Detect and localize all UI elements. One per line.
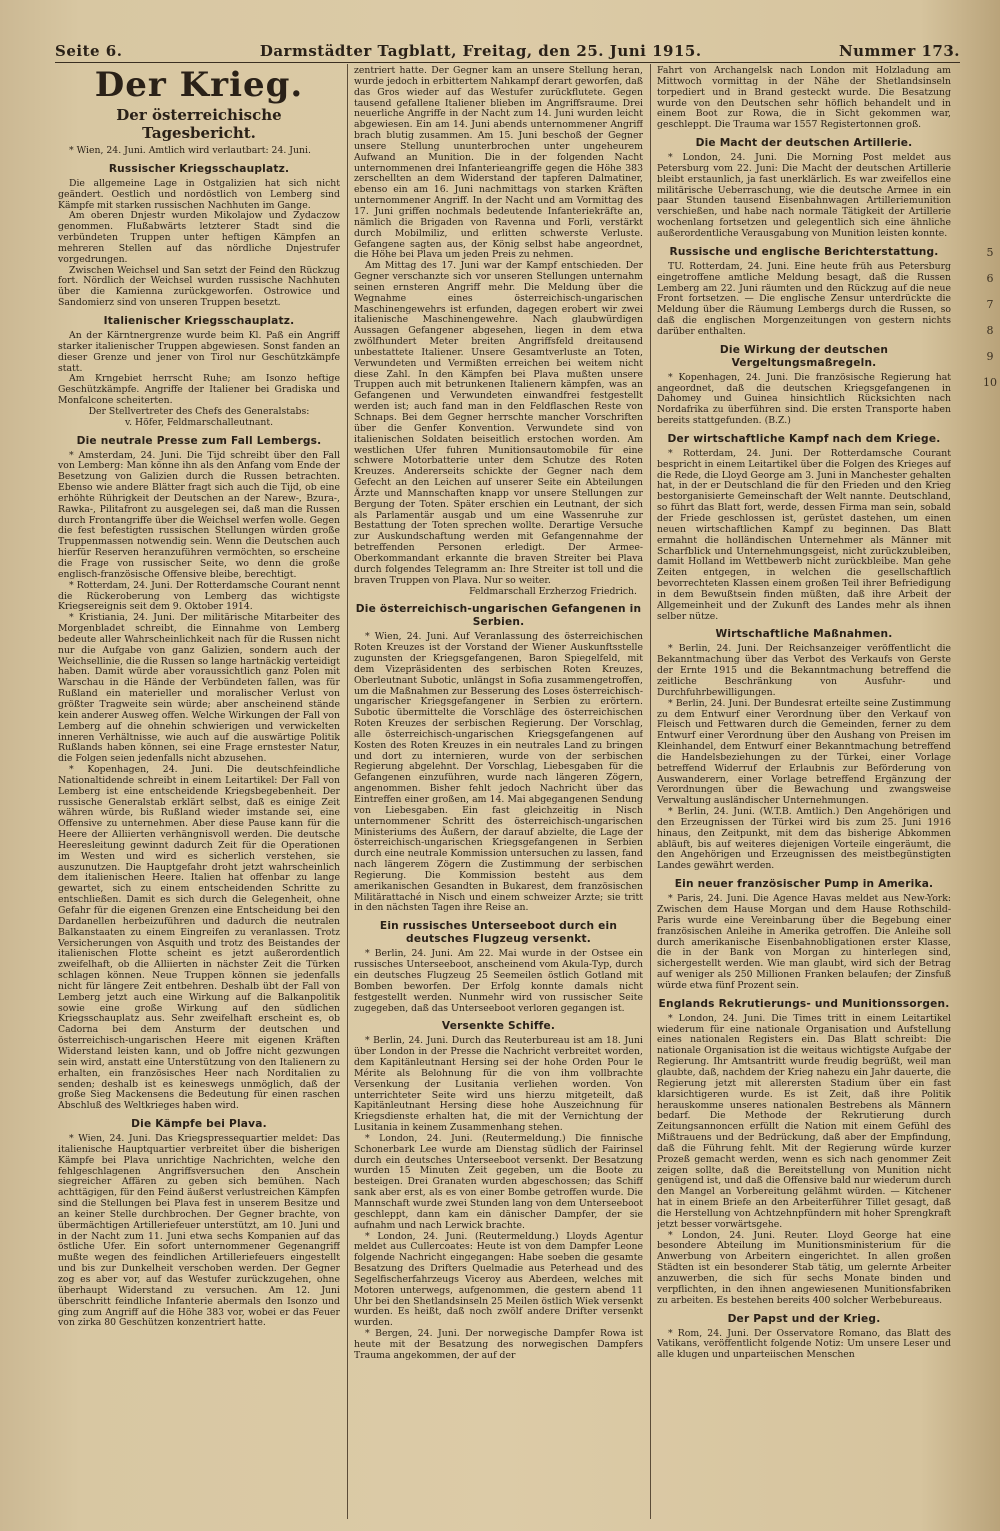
article-paragraph: * Wien, 24. Juni. Auf Veranlassung des österreichischen Roten Kreuzes ist der Vorstand der Wiener Auskunftsstelle zugunsten der Kriegsgefangenen, Baron Spiegelfeld, mit dem Vizepräsidenten des serbischen Roten Kreuzes, Oberleutnant Subotic, unlängst in Sofia zusammengetroffen, um die Maßnahmen zur Besserung des Loses österreichisch-ungarischer Kriegsgefangener in Serbien zu erörtern. Subotic übermittelte die Vorschläge des österreichischen Roten Kreuzes der serbischen Regierung. Der Vorschlag, alle österreichisch-ungarischen Kriegsgefangenen auf Kosten des Roten Kreuzes in ein neutrales Land zu bringen und dort zu internieren, wurde von der serbischen Regierung abgelehnt. Der Vorschlag, Liebesgaben für die Gefangenen einzuführen, wurde nach längeren Zögern, angenommen. Bisher fehlt jedoch Nachricht über das Eintreffen einer großen, am 14. Mai abgegangenen Sendung von Liebesgaben. Ein fast gleichzeitig in Nisch unternommener Schritt des österreichisch-ungarischen Ministeriums des Äußern, der darauf abzielte, die Lage der österreichisch-ungarischen Kriegsgefangenen in Serbien durch eine neutrale Kommission untersuchen zu lassen, fand nach längerem Zögern die Zustimmung der serbischen Regierung. Die Kommission besteht aus dem amerikanischen Gesandten in Bukarest, dem französischen Militärattaché in Nisch und einem schweizer Arzte; sie tritt in den nächsten Tagen ihre Reise an. <box>354 631 643 914</box>
article-headline: Die Wirkung der deutschen Vergeltungsmaßregeln. <box>719 343 889 369</box>
article-paragraph: * Berlin, 24. Juni. (W.T.B. Amtlich.) Den Angehörigen und den Erzeugnissen der Türkei wird bis zum 25. Juni 1916 hinaus, den Zeitpunkt, mit dem das bisherige Abkommen abläuft, bis auf weiteres diejenigen Vorteile eingeräumt, die den Angehörigen und Erzeugnissen des meistbegünstigten Landes gewährt werden. <box>657 806 951 872</box>
edge-number: 9 <box>986 350 994 363</box>
article-headline: Ein neuer französischer Pump in Amerika. <box>674 878 934 891</box>
article-paragraph: Am oberen Dnjestr wurden Mikolajow und Zydaczow genommen. Flußabwärts letzterer Stadt sind die verbündeten Truppen unter heftigen Kämpfen an mehreren Stellen auf das nördliche Dnjestrufer vorgedrungen. <box>58 210 340 265</box>
article-paragraph: * Berlin, 24. Juni. Der Reichsanzeiger veröffentlicht die Bekanntmachung über das Verbot des Verkaufs von Gerste der Ernte 1915 und die Bekanntmachung betreffend die zeitliche Beschränkung von Ausfuhr- und Durchfuhrbewilligungen. <box>657 643 951 698</box>
newspaper-dateline: Darmstädter Tagblatt, Freitag, den 25. Juni 1915. <box>259 42 702 60</box>
page-number: Seite 6. <box>55 42 123 60</box>
article-paragraph: * Wien, 24. Juni. Amtlich wird verlautbart: 24. Juni. <box>69 145 311 156</box>
article-paragraph: * London, 24. Juni. Die Times tritt in einem Leitartikel wiederum für eine nationale Organisation und Aufstellung eines nationalen Registers ein. Das Blatt schreibt: Die nationale Organisation ist die weitaus wichtigste Aufgabe der Regierung. Ihr Amtsantritt wurde freudig begrüßt, weil man glaubte, daß, nachdem der Krieg nahezu ein Jahr dauerte, die Regierung jetzt mit allerersten Stadium über ein fast klarsichtigeren wurde. Es ist Zeit, daß ihre Politik herauskomme unseres nationalen Bestrebens als Männern bedarf. Die Methode der Rekrutierung durch Zeitungsannoncen erfüllt die Nation mit einem Gefühl des Mißtrauens und der Bedrückung, daß aber der Empfindung, daß die Führung fehlt. Mit der Regierung würde kurzer Prozeß gemacht werden, wenn es sich nach genommer Zeit zeigen sollte, daß die Bereitstellung von Munition nicht genügend ist, und daß die Offensive bald nur wiederum durch den Mangel an Vorbereitung gelähmt würden. — Kitchener hat in einem Briefe an den Arbeiterführer Tillet gesagt, daß die Herstellung von Achtzehnpfündern mit hoher Sprengkraft jetzt besser vorwärtsgehe. <box>657 1012 951 1230</box>
article-paragraph: * Rotterdam, 24. Juni. Der Rotterdamsche Courant nennt die Rückeroberung von Lemberg das wichtigste Kriegsereignis seit dem 9. Oktober 1914. <box>58 579 340 613</box>
article-subheading: Italienischer Kriegsschauplatz. <box>103 314 295 327</box>
article-paragraph: * Paris, 24. Juni. Die Agence Havas meldet aus New-York: Zwischen dem Hause Morgan und dem Hause Rothschild-Paris wurde eine Vereinbarung über die Begebung einer französischen Anleihe in Amerika getroffen. Die Anleihe soll durch amerikanische Eisenbahnobligationen erster Klasse, die in der Bank von Morgan zu hinterlegen sind, sichergestellt werden. Wie man glaubt, wird sich der Betrag auf weniger als 250 Millionen Franken belaufen; der Zinsfuß würde etwa fünf Prozent sein. <box>657 893 951 991</box>
masthead-rule <box>55 62 960 63</box>
article-headline: Die Macht der deutschen Artillerie. <box>695 137 913 150</box>
edge-number: 6 <box>986 272 994 285</box>
column-3 <box>657 66 951 1521</box>
article-paragraph: Die allgemeine Lage in Ostgalizien hat sich nicht geändert. Oestlich und nordöstlich von Lemberg sind Kämpfe mit starken russischen Nachhuten im Gange. <box>58 177 340 211</box>
edge-number: 7 <box>986 298 994 311</box>
article-paragraph: Der Stellvertreter des Chefs des Generalstabs: <box>88 405 310 417</box>
signature: v. Höfer, Feldmarschalleutnant. <box>124 416 274 428</box>
article-headline: Der wirtschaftliche Kampf nach dem Kriege. <box>667 432 941 445</box>
article-paragraph: * Amsterdam, 24. Juni. Die Tijd schreibt über den Fall von Lemberg: Man könne ihn als den Anfang vom Ende der Besetzung von Galizien durch die Russen betrachten. Ebenso wie andere Blätter fragt sich auch die Tijd, ob eine erhöhte Rührigkeit der Deutschen an der Narew-, Bzura-, Rawka-, Pilitafront zu ausgelegen sei, daß man die Russen durch Frontangriffe über die Weichsel werfen wolle. Gegen die fest befestigten russischen Stellungen würden große Truppenmassen notwendig sein. Wenn die Deutschen auch hierfür Reserven heranzuführen vermöchten, so erscheine die Frage von russischer Seite, wo denn die große englisch-französische Offensive bleibe, berechtigt. <box>58 449 340 580</box>
article-paragraph: * Kristiania, 24. Juni. Der militärische Mitarbeiter des Morgenbladet schreibt, die Einnahme von Lemberg bedeute aller Wahrscheinlichkeit nach für die Russen nicht nur die Aufgabe von ganz Galizien, sondern auch der Weichsellinie, die die Russen so lange hartnäckig verteidigt haben. Damit würde aber voraussichtlich ganz Polen mit Warschau in die Hände der Verbündeten fallen, was für Rußland ein materieller und moralischer Verlust von größter Tragweite sein würde; aber anscheinend stände kein anderer Ausweg offen. Welche Wirkungen der Fall von Lemberg auf die ohnehin schwierigen und verwickelten inneren Verhältnisse, wie auch auf die auswärtige Politik Rußlands haben können, sei eine Frage ernstester Natur, die Folgen seien jedenfalls nicht abzusehen. <box>58 612 340 765</box>
article-paragraph: * Berlin, 24. Juni. Der Bundesrat erteilte seine Zustimmung zu dem Entwurf einer Verordnung über den Verkauf von Fleisch und Fettwaren durch die Gemeinden, ferner zu dem Entwurf einer Verordnung über den Aushang von Preisen im Kleinhandel, dem Entwurf einer Bekanntmachung betreffend die Handelsbeziehungen zu der Türkei, einer Vorlage betreffend Widerruf der Erlaubnis zur Beförderung von Auswanderern, einer Vorlage betreffend Ergänzung der Verordnungen über die Bewachung und zwangsweise Verwaltung ausländischer Unternehmungen. <box>657 697 951 807</box>
column-1 <box>58 66 340 1521</box>
article-headline: Die neutrale Presse zum Fall Lembergs. <box>76 434 322 447</box>
edge-number: 8 <box>986 324 994 337</box>
issue-number: Nummer 173. <box>838 42 960 60</box>
article-paragraph: * Bergen, 24. Juni. Der norwegische Dampfer Rowa ist heute mit der Besatzung des norwegischen Dampfers Trauma angekommen, der auf der <box>354 1328 643 1361</box>
column-divider-1 <box>347 64 348 1519</box>
column-divider-2 <box>650 64 651 1519</box>
article-paragraph: Zwischen Weichsel und San setzt der Feind den Rückzug fort. Nördlich der Weichsel wurden russische Nachhuten über die Kamienna zurückgeworfen. Ostrowice und Sandomierz sind von unseren Truppen besetzt. <box>58 264 340 309</box>
article-subheading: Russischer Kriegsschauplatz. <box>108 162 290 175</box>
article-paragraph: * Kopenhagen, 24. Juni. Die deutschfeindliche Nationaltidende schreibt in einem Leitartikel: Der Fall von Lemberg ist eine entscheidende Kriegsbegebenheit. Der russische Generalstab erklärt selbst, daß es einige Zeit währen würde, bis Rußland wieder imstande sei, eine Offensive zu unternehmen. Aber diese Pause kann für die Heere der Alliierten verhängnisvoll werden. Die deutsche Heeresleitung gewinnt dadurch Zeit für die Operationen im Westen und wird es sicherlich verstehen, sie auszunutzen. Die Hauptgefahr droht jetzt wahrscheinlich dem italienischen Heere. Italien hat offenbar zu lange gewartet, sich zu einem entscheidenden Schritte zu entschließen. Damit es sich durch die Gelegenheit, ohne Gefahr für die eigenen Grenzen eine Entscheidung bei den Dardanellen herbeizuführen und dadurch die neutralen Balkanstaaten zu einem Eingreifen zu veranlassen. Trotz Versicherungen von Asquith und trotz des Beistandes der italienischen Flotte scheint es jetzt außerordentlich zweifelhaft, ob die Alliierten in nächster Zeit die Türken schlagen können. Neue Truppen können sie jedenfalls nicht für längere Zeit entbehren. Deshalb übt der Fall von Lemberg jetzt auch eine Wirkung auf die Balkanpolitik sowie eine große Wirkung auf den südlichen Kriegsschauplatz aus. Sehr zweifelhaft erscheint es, ob Cadorna bei dem Ansturm der deutschen und österreichisch-ungarischen Heere mit eigenen Kräften Widerstand leisten kann, und ob Joffre nicht gezwungen sein wird, anstatt eine Unterstützung von den Italienern zu erhalten, ein französisches Heer nach Norditalien zu senden; deshalb ist es keineswegs unmöglich, daß der große Sieg Mackensens die Bedeutung für einen raschen Abschluß des Weltkrieges haben wird. <box>58 764 340 1112</box>
article-paragraph: * Rotterdam, 24. Juni. Der Rotterdamsche Courant bespricht in einem Leitartikel über die Folgen des Krieges auf die Rede, die Lloyd George am 3. Juni in Manchester gehalten hat, in der er Deutschland die für den Frieden und den Krieg bestorganisierte Gemeinschaft der Welt nannte. Deutschland, so führt das Blatt fort, werde, dessen Firma man sein, sobald der Friede geschlossen ist, gerüstet dastehen, um einen neuen wirtschaftlichen Kampf zu beginnen. Das Blatt ermahnt die holländischen Unternehmer als Männer mit Scharfblick und Unternehmungsgeist, nicht zurückzubleiben, damit Holland im Wettbewerb nicht zurückbleibe. Man gehe Zeiten entgegen, in welchen die gesellschaftlich bevorrechteten Klassen einem großen Teil ihrer Befriedigung in dem Bewußtsein finden müßten, daß ihre Arbeit der Allgemeinheit und der Zukunft des Landes mehr als ihnen selber nütze. <box>657 447 951 622</box>
article-paragraph: * Berlin, 24. Juni. Am 22. Mai wurde in der Ostsee ein russisches Unterseeboot, anscheinend vom Akula-Typ, durch ein deutsches Flugzeug 25 Seemeilen östlich Gotland mit Bomben beworfen. Der Erfolg konnte damals nicht festgestellt werden. Nunmehr wird von russischer Seite zugegeben, daß das Unterseeboot verloren gegangen ist. <box>354 948 643 1014</box>
article-paragraph: * London, 24. Juni. (Reutermeldung.) Lloyds Agentur meldet aus Cullercoates: Heute ist von dem Dampfer Leone folgende Nachricht eingegangen: Habe soeben die gesamte Besatzung des Drifters Quelmadie aus Peterhead und des Segelfischerfahrzeugs Viceroy aus Aberdeen, welches mit Motoren unterwegs, aufgenommen, die gestern abend 11 Uhr bei den Shetlandsinseln 25 Meilen östlich Wiek versenkt wurden. Es heißt, daß noch zwölf andere Drifter versenkt wurden. <box>354 1230 643 1329</box>
article-paragraph: * London, 24. Juni. (Reutermeldung.) Die finnische Schonerbark Lee wurde am Dienstag südlich der Fairinsel durch ein deutsches Unterseeboot versenkt. Der Besatzung wurden 15 Minuten Zeit gegeben, um die Boote zu besteigen. Drei Granaten wurden abgeschossen; das Schiff sank aber erst, als es von einer Bombe getroffen wurde. Die Mannschaft wurde zwei Stunden lang von dem Unterseeboot geschleppt, dann kam ein dänischer Dampfer, der sie aufnahm und nach Lerwick brachte. <box>354 1132 643 1231</box>
article-paragraph: zentriert hatte. Der Gegner kam an unsere Stellung heran, wurde jedoch in erbittertem Nahkampf derart geworfen, daß das Gros wieder auf das Westufer zurückflutete. Gegen tausend gefallene Italiener blieben im Angriffsraume. Drei neuerliche Angriffe in der Nacht zum 14. Juni wurden leicht abgewiesen. Ein am 14. Juni abends unternommener Angriff brach blutig zusammen. Am 15. Juni beschoß der Gegner unsere Stellung ununterbrochen unter ungeheurem Aufwand an Munition. Die in der folgenden Nacht unternommenen drei Infanterieangriffe gegen die Höhe 383 zerschellten an dem Widerstand der tapferen Dalmatiner, ebenso ein am 16. Juni nachmittags von starken Kräften unternommener Angriff. In der Nacht und am Vormittag des 17. Juni griffen nochmals bedeutende Infanteriekräfte an, nämlich die Brigaden von Ravenna und Forli, verstärkt durch Mobilmiliz, und erlitten schwerste Verluste. Gefangene sagten aus, der König selbst habe angeordnet, die Höhe bei Plava um jeden Preis zu nehmen. <box>354 66 643 261</box>
article-paragraph: * Wien, 24. Juni. Das Kriegspressequartier meldet: Das italienische Hauptquartier verbreitet über die bisherigen Kämpfe bei Plava unrichtige Nachrichten, welche den fehlgeschlagenen Angriffsversuchen den Anschein siegreicher Affären zu geben sich bemühen. Nach achttägigen, für den Feind äußerst verlustreichen Kämpfen sind die Stellungen bei Plava fest in unserem Besitze und an keiner Stelle durchbrochen. Der Gegner brachte, von übermächtigen Artilleriefeuer unterstützt, am 10. Juni und in der Nacht zum 11. Juni etwa sechs Kompanien auf das östliche Ufer. Ein sofort unternommener Gegenangriff mußte wegen des feindlichen Artilleriefeuers eingestellt und bis zur Dunkelheit verschoben werden. Der Gegner zog es aber vor, auf das Westufer zurückzugehen, ohne überhaupt Widerstand zu versuchen. Am 12. Juni überschritt feindliche Infanterie abermals den Isonzo und ging zum Angriff auf die Höhe 383 vor, wobei er das Feuer von zirka 80 Geschützen konzentriert hatte. <box>58 1133 340 1329</box>
signature: Feldmarschall Erzherzog Friedrich. <box>469 585 637 597</box>
article-headline: Ein russisches Unterseeboot durch ein deutsches Flugzeug versenkt. <box>379 920 618 946</box>
article-paragraph: Am Mittag des 17. Juni war der Kampf entschieden. Der Gegner verschanzte sich vor unseren Stellungen unternahm seinen ernsteren Angriff mehr. Die Meldung über die Wegnahme eines österreichisch-ungarischen Maschinengewehrs ist erfunden, dagegen erobert wir zwei italienische Maschinengewehre. Nach glaubwürdigen Aussagen Gefangener abgesehen, liegen in dem etwa zwölfhundert Meter breiten Angriffsfeld dreitausend unbestattete Italiener. Unsere Gesamtverluste an Toten, Verwundeten und Vermißten erreichen bei weitem nicht diese Zahl. In den Kämpfen bei Plava mußten unsere Truppen auch mit betrunkenen Italienern kämpfen, was an Gefangenen und Verwundeten einwandfrei festgestellt werden ist; auch fand man in den Feldflaschen Reste von Schnaps. Bei dem Gegner herrschte mancher Vorschriften über die Genfer Konvention. Verwundete sind von italienischen Soldaten beiseitlich erstochen worden. Am westlichen Ufer fuhren Munitionsautomobile für eine schwere Motorbatterie unter dem Schutze des Roten Kreuzes. Andererseits schickte der Gegner nach dem Gefecht an den Leichen auf unserer Seite ein Abteilungen Ärzte und Mannschaften knapp vor unsere Stellungen zur Bergung der Toten. Später erschien ein Leutnant, der sich als Parlamentär ausgab und um eine Wassenruhe zur Bestattung der Toten sprechen wollte. Derartige Versuche zur Auskundschaftung werden mit Gefangennahme der betreffenden Personen erledigt. Der Armee-Oberkommandant erkannte die braven Streiter bei Plava durch folgendes Telegramm an: Ihre Streiter ist toll und die braven Truppen von Plava. Nur so weiter. <box>354 260 643 586</box>
article-headline: Der Papst und der Krieg. <box>727 1312 881 1325</box>
article-paragraph: * Rom, 24. Juni. Der Osservatore Romano, das Blatt des Vatikans, veröffentlicht folgende Notiz: Um unsere Leser und alle klugen und unparteiischen Menschen <box>657 1327 951 1361</box>
article-headline: Englands Rekrutierungs- und Munitionssorgen. <box>658 997 950 1010</box>
article-paragraph: Fahrt von Archangelsk nach London mit Holzladung am Mittwoch vormittag in der Nähe der Shetlandsinseln torpediert und in Brand gesteckt wurde. Die Besatzung wurde von den Deutschen sehr höflich behandelt und in einem Boot zur Rowa, die in Sicht gekommen war, geschleppt. Die Trauma war 1557 Registertonnen groß. <box>657 66 951 131</box>
article-headline: Der österreichische Tagesbericht. <box>116 106 282 142</box>
article-paragraph: * London, 24. Juni. Die Morning Post meldet aus Petersburg vom 22. Juni: Die Macht der deutschen Artillerie bleibt erstaunlich, ja fast unerklärlich. Es war zweifellos eine militärische Ueberraschung, wie die deutsche Armee in ein paar Stunden tausend Eisenbahnwagen Artilleriemunition verschießen, und habe nach normale Tätigkeit der Artillerie wochenlang fortsetzen und gelegentlich sich eine ähnliche außerordentliche Verausgabung von Munition leisten konnte. <box>657 152 951 239</box>
article-paragraph: * Kopenhagen, 24. Juni. Die französische Regierung hat angeordnet, daß die deutschen Kriegsgefangenen in Dahomey und Guinea hinsichtlich Rücksichten nach Nordafrika zu überführen sind. Die ersten Transporte haben bereits stattgefunden. (B.Z.) <box>657 371 951 427</box>
article-headline: Versenkte Schiffe. <box>441 1020 556 1033</box>
article-paragraph: * London, 24. Juni. Reuter. Lloyd George hat eine besondere Abteilung im Munitionsministerium für die Anwerbung von Arbeitern eingerichtet. In allen großen Städten ist ein besonderer Stab tätig, um gelernte Arbeiter anzuwerben, die sich für sechs Monate binden und verpflichten, in den ihnen angewiesenen Munitionsfabriken zu arbeiten. Es bestehen bereits 400 solcher Werbebureaus. <box>657 1229 951 1306</box>
edge-number: 10 <box>983 376 997 389</box>
article-headline: Die österreichisch-ungarischen Gefangenen in Serbien. <box>355 603 642 629</box>
article-paragraph: TU. Rotterdam, 24. Juni. Eine heute früh aus Petersburg eingetroffene amtliche Meldung besagt, daß die Russen Lemberg am 22. Juni räumten und den Rückzug auf die neue Front fortsetzen. — Die englische Zensur unterdrückte die Meldung über die Räumung Lembergs durch die Russen, so daß die englischen Morgenzeitungen von gestern nichts darüber enthalten. <box>657 260 951 337</box>
edge-number: 5 <box>986 246 994 259</box>
article-headline: Wirtschaftliche Maßnahmen. <box>715 628 893 641</box>
article-paragraph: * Berlin, 24. Juni. Durch das Reuterbureau ist am 18. Juni über London in der Presse die Nachricht verbreitet worden, dem Kapitänleutnant Hersing sei der hohe Orden Pour le Mérite als Belohnung für die von ihm vollbrachte Versenkung der Lusitania verliehen worden. Von unterrichteter Seite wird uns hierzu mitgeteilt, daß Kapitänleutnant Hersing diese hohe Auszeichnung für Kriegsdienste erhalten hat, die mit der Vernichtung der Lusitania in keinem Zusammenhang stehen. <box>354 1035 643 1134</box>
article-headline: Russische und englische Berichterstattung. <box>669 245 939 258</box>
article-paragraph: Am Krngebiet herrscht Ruhe; am Isonzo heftige Geschützkämpfe. Angriffe der Italiener bei Gradiska und Monfalcone scheiterten. <box>58 373 340 407</box>
article-paragraph: An der Kärntnergrenze wurde beim Kl. Paß ein Angriff starker italienischer Truppen abgewiesen. Sonst fanden an dieser Grenze und jener von Tirol nur Geschützkämpfe statt. <box>58 329 340 374</box>
column-2 <box>354 66 643 1521</box>
masthead <box>55 38 960 60</box>
margin-edge-numbers <box>980 240 1000 396</box>
section-title: Der Krieg. <box>94 66 304 105</box>
article-headline: Die Kämpfe bei Plava. <box>131 1118 267 1131</box>
